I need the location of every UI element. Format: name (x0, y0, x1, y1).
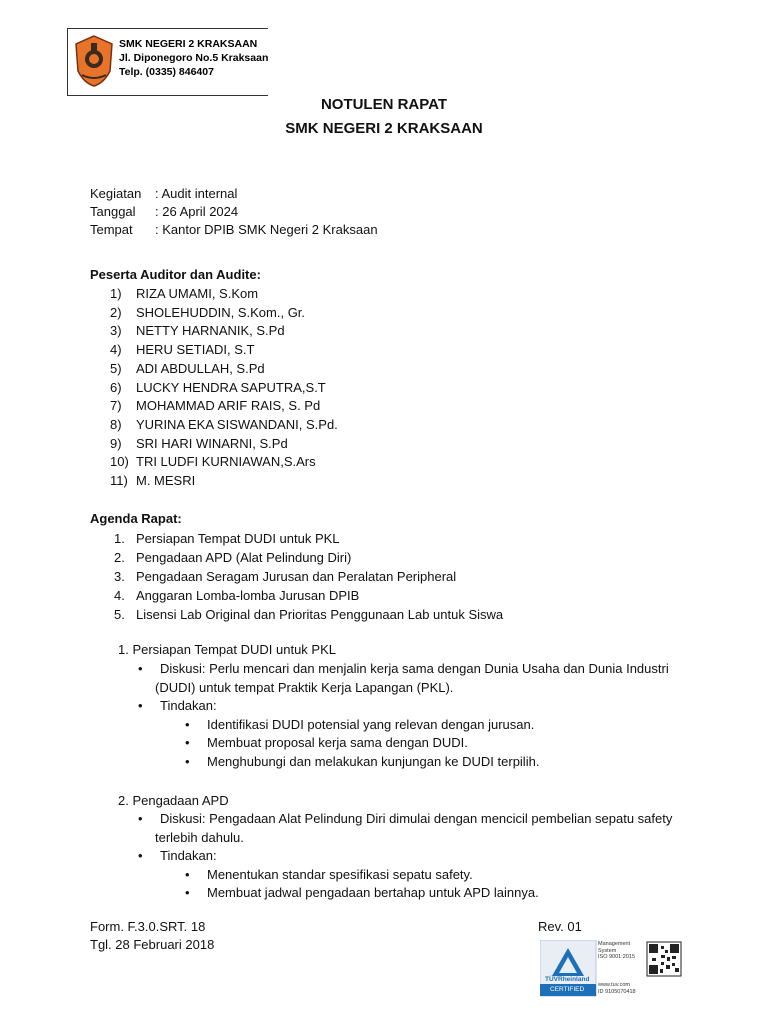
bullet-icon: • (138, 811, 143, 826)
list-item (114, 605, 503, 624)
list-item (110, 285, 338, 304)
list-item (138, 884, 672, 903)
bullet-icon: • (185, 753, 190, 769)
actions-label: Tindakan: (160, 698, 217, 713)
agenda-text: Pengadaan APD (Alat Pelindung Diri) (136, 550, 352, 565)
list-item (138, 810, 672, 829)
list-item (138, 697, 669, 716)
list-item (138, 866, 672, 885)
action-text: Identifikasi DUDI potensial yang relevan dengan jurusan. (207, 716, 535, 732)
school-name: SMK NEGERI 2 KRAKSAAN (119, 38, 258, 50)
section-body (138, 810, 672, 903)
action-text: Menentukan standar spesifikasi sepatu safety. (207, 866, 473, 882)
list-number: 1) (110, 286, 122, 301)
bullet-icon: • (138, 661, 143, 676)
agenda-text: Anggaran Lomba-lomba Jurusan DPIB (136, 588, 360, 603)
doc-subtitle: SMK NEGERI 2 KRAKSAAN (285, 120, 483, 137)
bullet-icon: • (138, 848, 143, 863)
list-item (114, 548, 503, 567)
list-number: 8) (110, 416, 122, 432)
participants-list (110, 285, 338, 491)
discussion-text: Diskusi: Perlu mencari dan menjalin kerja sama dengan Dunia Usaha dan Dunia Industri (160, 661, 669, 676)
agenda-text: Pengadaan Seragam Jurusan dan Peralatan Peripheral (136, 569, 457, 584)
discussion-text: Diskusi: Pengadaan Alat Pelindung Diri dimulai dengan mencicil pembelian sepatu safety (160, 811, 673, 826)
info-value: : 26 April 2024 (155, 204, 239, 219)
list-number: 5) (110, 360, 122, 376)
footer-form: Form. F.3.0.SRT. 18 (90, 919, 206, 934)
participant-name: TRI LUDFI KURNIAWAN,S.Ars (136, 454, 316, 470)
discussion-continuation: (DUDI) untuk tempat Praktik Kerja Lapangan (PKL). (155, 679, 454, 695)
list-item (110, 416, 338, 435)
cert-footer (598, 982, 636, 995)
list-item (138, 734, 669, 753)
list-number: 7) (110, 398, 122, 414)
footer-date: Tgl. 28 Februari 2018 (90, 937, 215, 952)
list-number: 5. (114, 607, 125, 622)
list-item (138, 660, 669, 679)
list-number: 9) (110, 435, 122, 451)
cert-url: www.tuv.com (598, 982, 630, 988)
footer-rev: Rev. 01 (538, 919, 582, 934)
info-value: : Audit internal (155, 186, 238, 201)
participant-name: MOHAMMAD ARIF RAIS, S. Pd (136, 398, 321, 414)
cert-line: Management (598, 941, 631, 947)
bullet-icon: • (185, 735, 190, 750)
list-number: 4) (110, 342, 122, 358)
cert-details (598, 941, 635, 961)
bullet-icon: • (138, 698, 143, 713)
letterhead (67, 28, 268, 96)
tuv-brand: TÜVRheinland (545, 976, 590, 983)
school-address: Jl. Diponegoro No.5 Kraksaan (119, 52, 269, 64)
list-item (138, 847, 672, 866)
section-body (138, 660, 669, 771)
action-text: Menghubungi dan melakukan kunjungan ke DUDI terpilih. (207, 753, 540, 769)
list-item (114, 567, 503, 586)
participant-name: SHOLEHUDDIN, S.Kom., Gr. (136, 304, 306, 320)
cert-line: System (598, 947, 617, 954)
letterhead-text (119, 37, 268, 79)
agenda-heading: Agenda Rapat: (90, 511, 182, 526)
info-block (90, 185, 378, 239)
list-number: 4. (114, 588, 125, 603)
info-row-kegiatan (90, 185, 378, 203)
section-title: 1. Persiapan Tempat DUDI untuk PKL (118, 642, 336, 657)
agenda-text: Persiapan Tempat DUDI untuk PKL (136, 531, 340, 546)
list-item (114, 529, 503, 548)
info-row-tempat (90, 221, 378, 239)
section-title: 2. Pengadaan APD (118, 793, 229, 808)
certification-badge (540, 940, 685, 998)
list-number: 2) (110, 304, 122, 320)
list-item (110, 341, 338, 360)
list-number: 3. (114, 569, 125, 584)
list-item (138, 753, 669, 772)
info-label: Kegiatan (90, 186, 142, 201)
list-item (110, 397, 338, 416)
info-row-tanggal (90, 203, 378, 221)
list-item (114, 586, 503, 605)
participant-name: M. MESRI (136, 473, 196, 489)
list-item (138, 716, 669, 735)
action-text: Membuat jadwal pengadaan bertahap untuk APD lainnya. (207, 885, 539, 900)
participants-heading: Peserta Auditor dan Audite: (90, 267, 261, 282)
list-item (110, 379, 338, 398)
action-text: Membuat proposal kerja sama dengan DUDI. (207, 735, 468, 750)
list-item (110, 472, 338, 491)
list-item (110, 453, 338, 472)
list-number: 1. (114, 531, 125, 546)
bullet-icon: • (185, 866, 190, 882)
list-number: 3) (110, 323, 122, 339)
list-item (110, 322, 338, 341)
participant-name: SRI HARI WINARNI, S.Pd (136, 435, 288, 451)
actions-label: Tindakan: (160, 848, 217, 863)
school-phone: Telp. (0335) 846407 (119, 66, 214, 78)
discussion-continuation: terlebih dahulu. (155, 829, 244, 845)
doc-title: NOTULEN RAPAT (320, 96, 448, 113)
list-number: 2. (114, 550, 125, 565)
tuv-certified: CERTIFIED (550, 986, 585, 993)
list-number: 11) (110, 473, 128, 489)
info-label: Tanggal (90, 204, 136, 219)
info-label: Tempat (90, 222, 133, 237)
school-logo (74, 35, 114, 87)
agenda-list (114, 529, 503, 624)
participant-name: RIZA UMAMI, S.Kom (136, 286, 259, 301)
agenda-text: Lisensi Lab Original dan Prioritas Penggunaan Lab untuk Siswa (136, 607, 504, 622)
list-item (110, 360, 338, 379)
bullet-icon: • (185, 885, 190, 900)
list-item (110, 304, 338, 323)
participant-name: YURINA EKA SISWANDANI, S.Pd. (136, 416, 338, 432)
participant-name: NETTY HARNANIK, S.Pd (136, 323, 285, 339)
list-number: 10) (110, 454, 129, 470)
bullet-icon: • (185, 716, 190, 732)
list-item (110, 435, 338, 454)
cert-id: ID 9105070418 (598, 988, 636, 995)
cert-line: ISO 9001:2015 (598, 954, 636, 960)
participant-name: LUCKY HENDRA SAPUTRA,S.T (136, 379, 326, 395)
participant-name: ADI ABDULLAH, S.Pd (136, 360, 265, 376)
list-number: 6) (110, 379, 122, 395)
participant-name: HERU SETIADI, S.T (136, 342, 255, 358)
info-value: : Kantor DPIB SMK Negeri 2 Kraksaan (155, 222, 378, 237)
